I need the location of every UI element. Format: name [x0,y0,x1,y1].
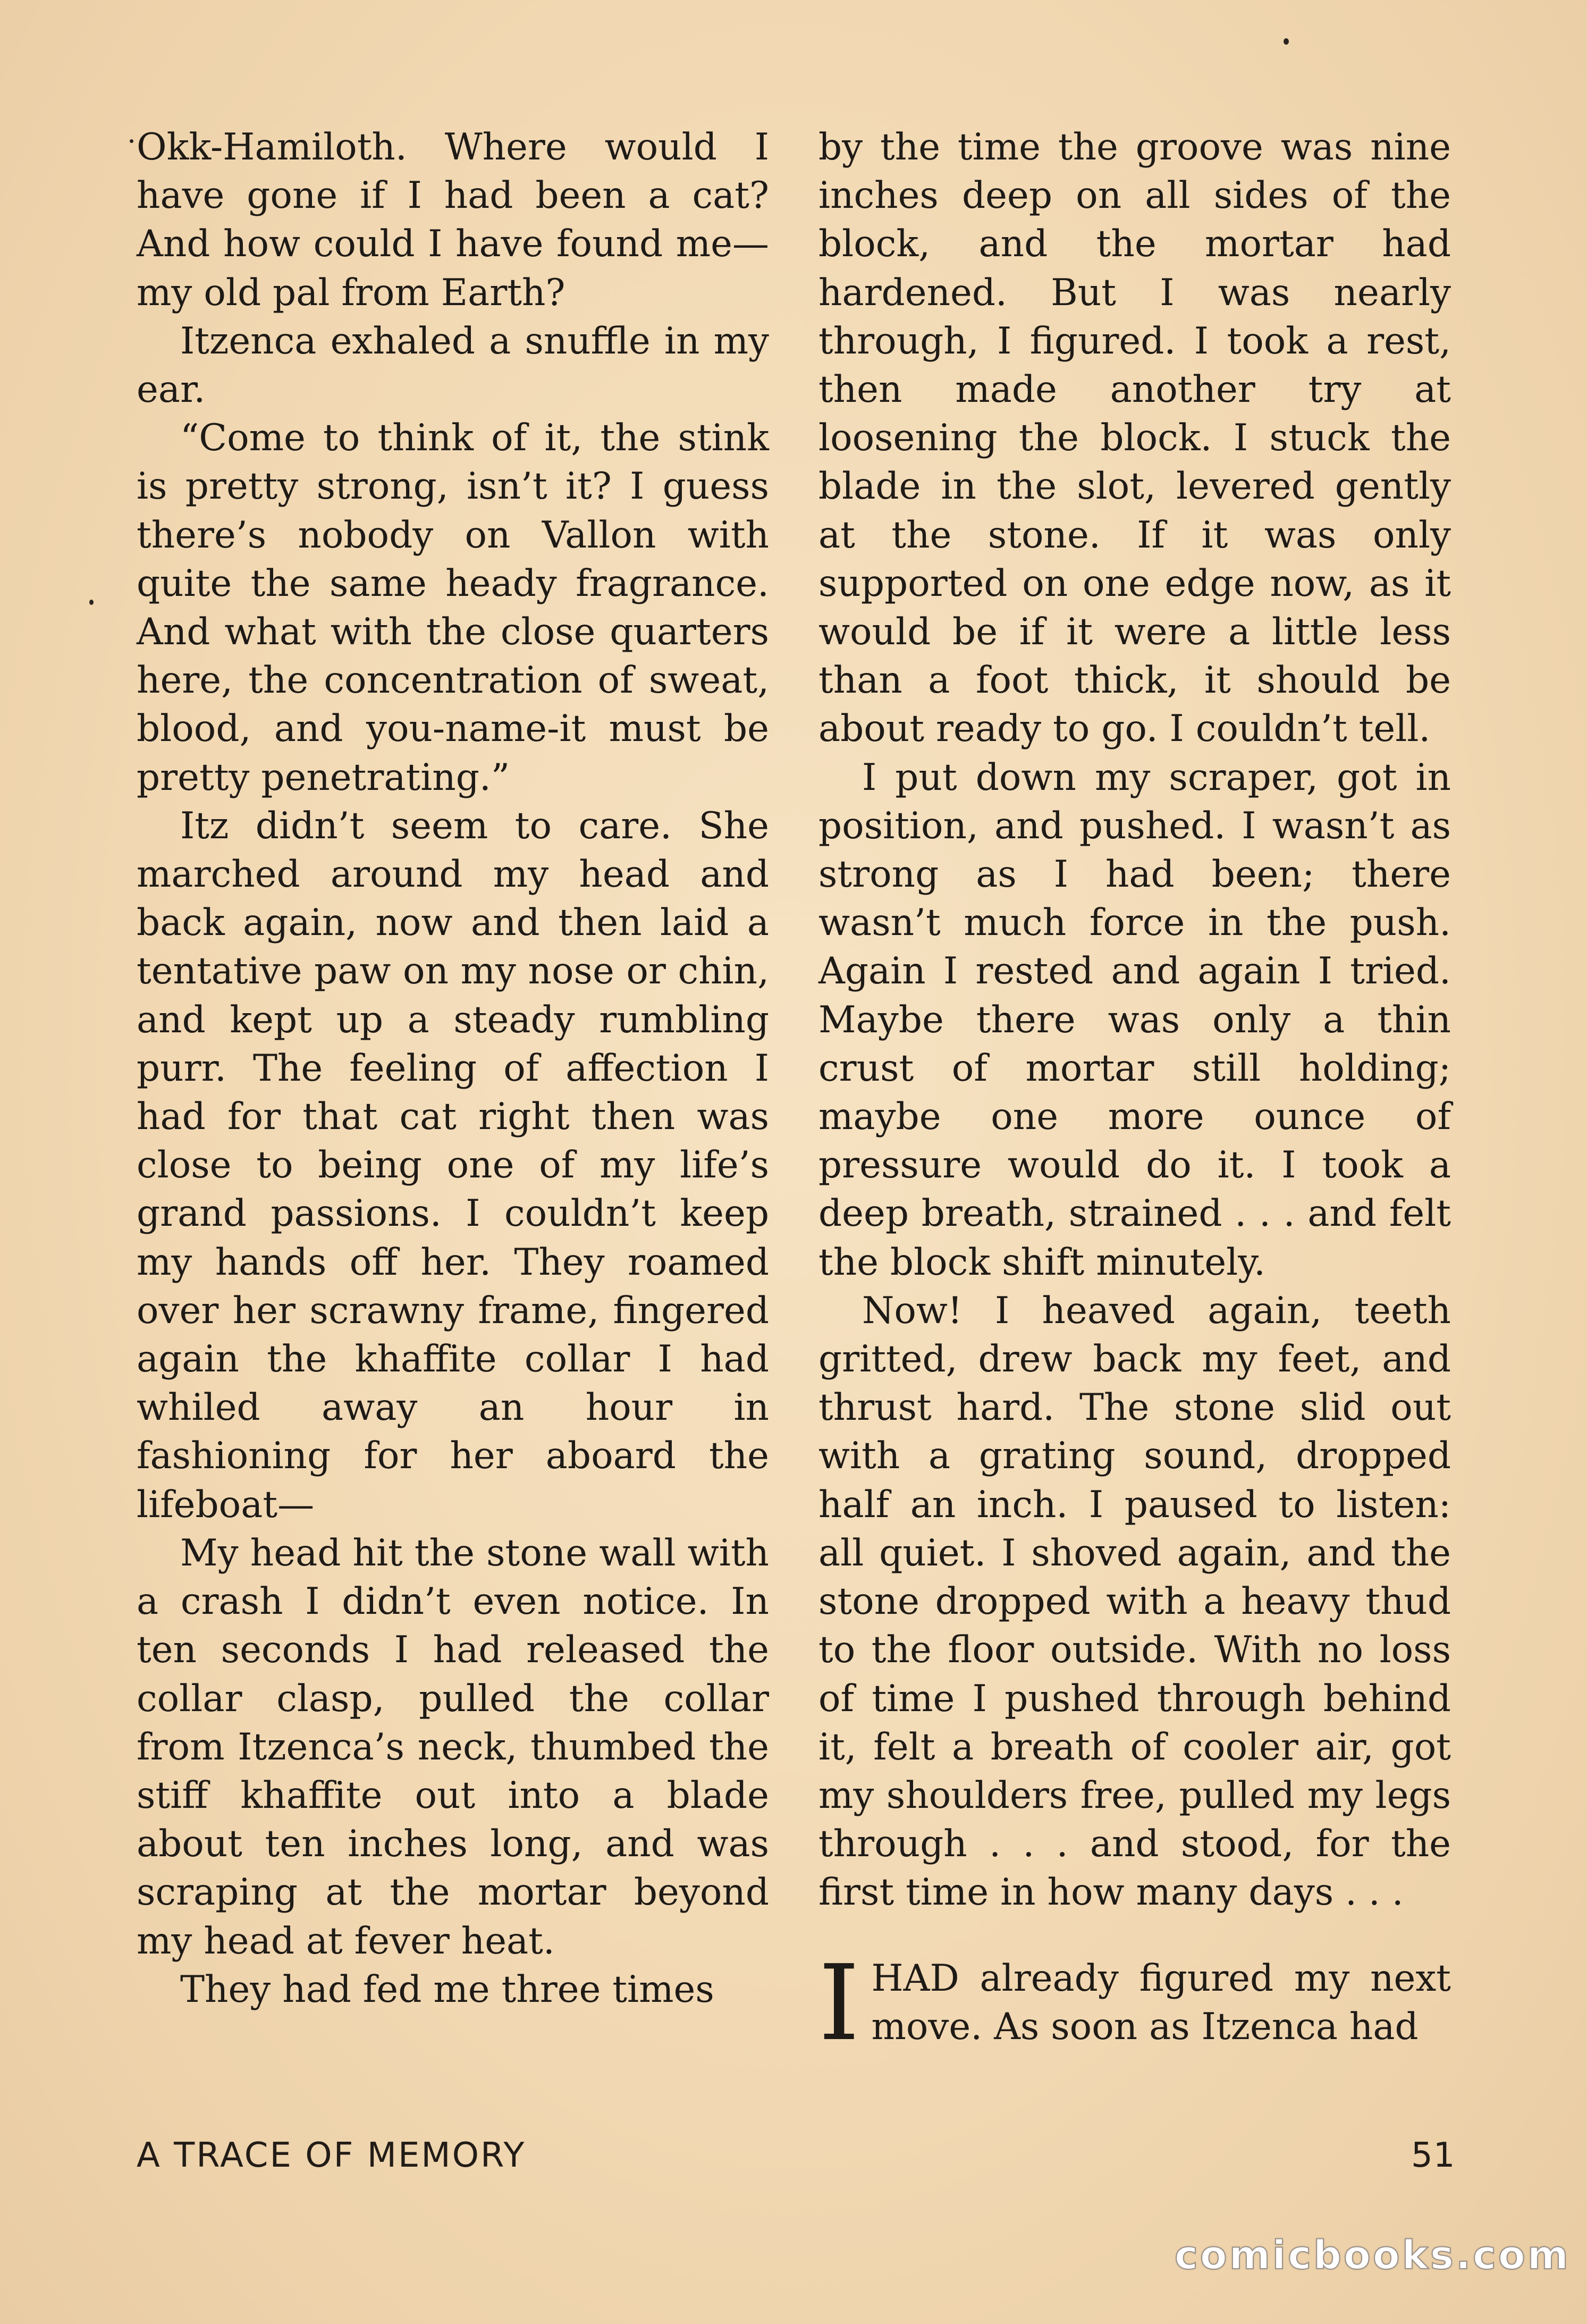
ink-speck [130,139,133,143]
paragraph: They had fed me three times [180,1968,714,2011]
section-opening-text: HAD already figured my next move. As soon as Itzenca had [871,1957,1451,2048]
paragraph: I put down my scraper, got in position, and pushed. I wasn’t as strong as I had been; there wasn’t much force in the push. Again I rested and again I tried. Maybe there was only a thin crust of mortar still holding; maybe one more ounce of pressure would do it. I took a deep breath, strained . . . and felt the block shift minutely. [818,756,1451,1284]
drop-cap: I [818,1942,860,2064]
paragraph: Okk-Hamiloth. Where would I have gone if I had been a cat? And how could I have found me—my old pal from Earth? [137,126,769,314]
right-text-column [818,123,1451,2064]
left-text-column [137,123,769,2014]
paragraph: Now! I heaved again, teeth gritted, drew back my feet, and thrust hard. The stone slid out with a grating sound, dropped half an inch. I paused to listen: all quiet. I shoved again, and the stone dropped with a heavy thud to the floor outside. With no loss of time I pushed through behind it, felt a breath of cooler air, got my shoulders free, pulled my legs through . . . and stood, for the first time in how many days . . . [818,1289,1451,1914]
ink-speck [89,600,94,605]
paragraph: Itzenca exhaled a snuffle in my ear. [137,319,769,411]
watermark: comicbooks.com [1175,2233,1571,2278]
paragraph: by the time the groove was nine inches deep on all sides of the block, and the mortar had hardened. But I was nearly through, I figured. I took a rest, then made another try at loosening the block. I stuck the blade in the slot, levered gently at the stone. If it was only supported on one edge now, as it would be if it were a little less than a foot thick, it should be about ready to go. I couldn’t tell. [818,126,1451,751]
paragraph: “Come to think of it, the stink is pretty strong, isn’t it? I guess there’s nobody on Vallon with quite the same heady fragrance. And what with the close quarters here, the concentration of sweat, blood, and you-name-it must be pretty penetrating.” [137,417,769,799]
ink-speck [1284,38,1289,45]
running-title: A TRACE OF MEMORY [137,2136,526,2175]
section-opening-paragraph [818,1942,1451,2064]
paragraph: Itz didn’t seem to care. She marched around my head and back again, now and then laid a tentative paw on my nose or chin, and kept up a steady rumbling purr. The feeling of affection I had for that cat right then was close to being one of my life’s grand passions. I couldn’t keep my hands off her. They roamed over her scrawny frame, fingered again the khaffite collar I had whiled away an hour in fashioning for her aboard the lifeboat— [137,804,769,1526]
paragraph: My head hit the stone wall with a crash I didn’t even notice. In ten seconds I had released the collar clasp, pulled the collar from Itzenca’s neck, thumbed the stiff khaffite out into a blade about ten inches long, and was scraping at the mortar beyond my head at fever heat. [137,1531,769,1963]
page-number: 51 [1411,2136,1456,2175]
